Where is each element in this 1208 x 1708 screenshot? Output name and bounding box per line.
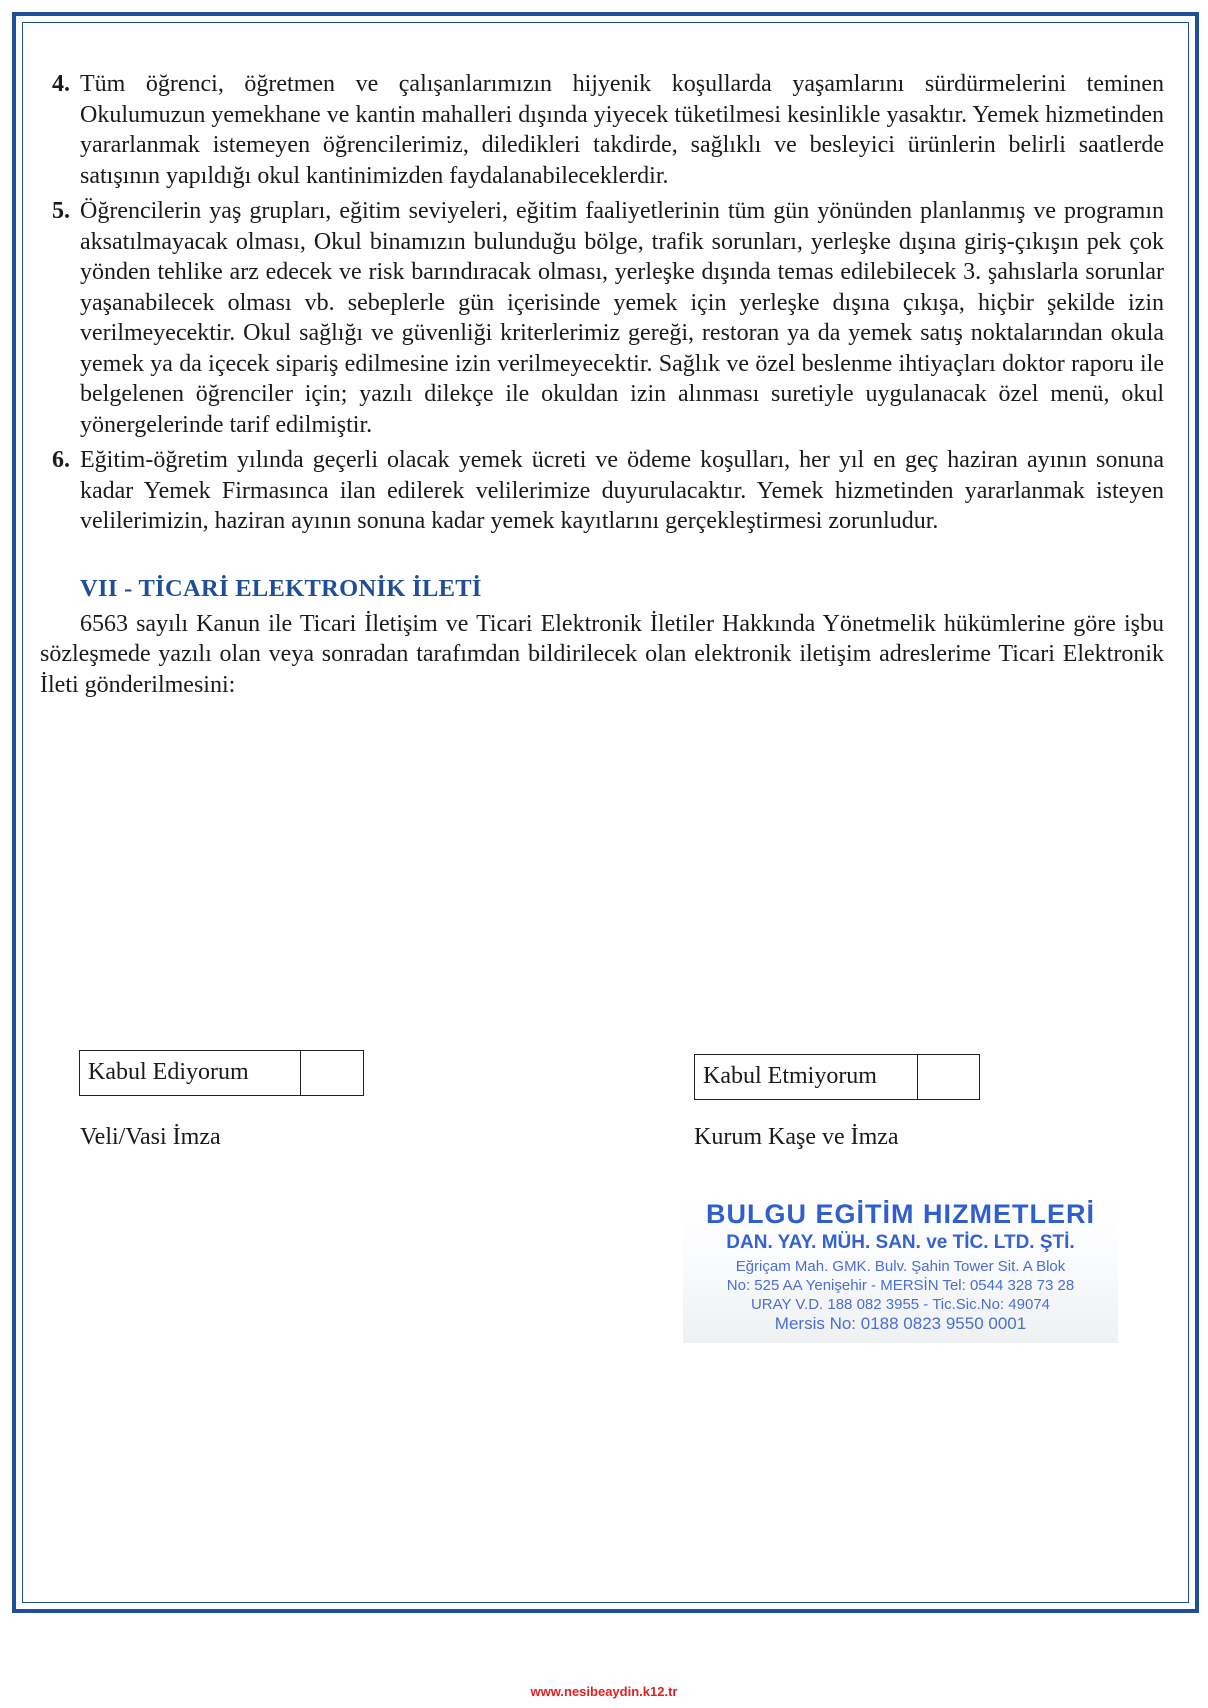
- item-text: Tüm öğrenci, öğretmen ve çalışanlarımızın hijyenik koşullarda yaşamlarını sürdürmelerini teminen Okulumuzun yemekhane ve kantin mahalleri dışında yiyecek tüketilmesi kesinlikle yasaktır. Yemek hizmetinden yararlanmak istemeyen öğrencilerimiz, diledikleri takdirde, sağlıklı ve besleyici ürünlerin belirli saatlerde satışının yapıldığı okul kantinimizden faydalanabileceklerdir.: [80, 71, 1164, 189]
- accept-checkbox[interactable]: [301, 1051, 363, 1095]
- item-number: 4.: [52, 71, 70, 97]
- item-number: 5.: [52, 198, 70, 224]
- reject-label: Kabul Etmiyorum: [695, 1055, 918, 1099]
- stamp-line: No: 525 AA Yenişehir - MERSİN Tel: 0544 328 73 28: [726, 1277, 1075, 1294]
- stamp-line: Mersis No: 0188 0823 9550 0001: [774, 1314, 1027, 1333]
- list-item: [40, 445, 1164, 537]
- institution-signature-label: Kurum Kaşe ve İmza: [694, 1124, 899, 1150]
- reject-checkbox[interactable]: [918, 1055, 979, 1099]
- item-text: Eğitim-öğretim yılında geçerli olacak yemek ücreti ve ödeme koşulları, her yıl en geç haziran ayının sonuna kadar Yemek Firmasınca ilan edilerek velilerimize duyurulacaktır. Yemek hizmetinden yararlanmak isteyen velilerimizin, haziran ayının sonuna kadar yemek kayıtlarını gerçekleştirmesi zorunludur.: [80, 447, 1164, 534]
- document-body: [40, 69, 1164, 700]
- footer-url[interactable]: www.nesibeaydin.k12.tr: [530, 1684, 678, 1699]
- list-item: [40, 196, 1164, 440]
- company-stamp: [683, 1193, 1118, 1343]
- section-title: VII - TİCARİ ELEKTRONİK İLETİ: [80, 574, 482, 602]
- item-text: Öğrencilerin yaş grupları, eğitim seviyeleri, eğitim faaliyetlerinin tüm gün yönünden planlanmış ve programın aksatılmayacak olması, Okul binamızın bulunduğu bölge, trafik sorunları, yerleşke dışına giriş-çıkışın pek çok yönden tehlike arz edecek ve risk barındıracak olması, yerleşke dışında temas edilebilecek 3. şahıslarla sorunlar yaşanabilecek olması vb. sebeplerle gün içerisinde yemek için yerleşke dışına çıkışa, hiçbir şekilde izin verilmeyecektir. Okul sağlığı ve güvenliği kriterlerimiz gereği, restoran ya da yemek satış noktalarından okula yemek ya da içecek sipariş edilmesine izin verilmeyecektir. Sağlık ve özel beslenme ihtiyaçları doktor raporu ile belgelenen öğrenciler için; yazılı dilekçe ile okuldan izin alınması suretiyle uygulanacak özel menü, okul yönergelerinde tarif edilmiştir.: [80, 198, 1164, 438]
- accept-choice[interactable]: [79, 1050, 364, 1096]
- stamp-line: BULGU EGİTİM HIZMETLERİ: [706, 1199, 1095, 1229]
- list-item: [40, 69, 1164, 191]
- reject-choice[interactable]: [694, 1054, 980, 1100]
- item-number: 6.: [52, 447, 70, 473]
- section-paragraph: 6563 sayılı Kanun ile Ticari İletişim ve Ticari Elektronik İletiler Hakkında Yönetmelik hükümlerine göre işbu sözleşmede yazılı olan veya sonradan tarafımdan bildirilecek olan elektronik iletişim adreslerime Ticari Elektronik İleti gönderilmesini:: [40, 610, 1164, 698]
- accept-label: Kabul Ediyorum: [80, 1051, 301, 1095]
- stamp-line: DAN. YAY. MÜH. SAN. ve TİC. LTD. ŞTİ.: [726, 1232, 1075, 1253]
- stamp-line: URAY V.D. 188 082 3955 - Tic.Sic.No: 49074: [750, 1296, 1051, 1313]
- stamp-line: Eğriçam Mah. GMK. Bulv. Şahin Tower Sit. A Blok: [735, 1258, 1066, 1275]
- parent-signature-label: Veli/Vasi İmza: [80, 1124, 221, 1150]
